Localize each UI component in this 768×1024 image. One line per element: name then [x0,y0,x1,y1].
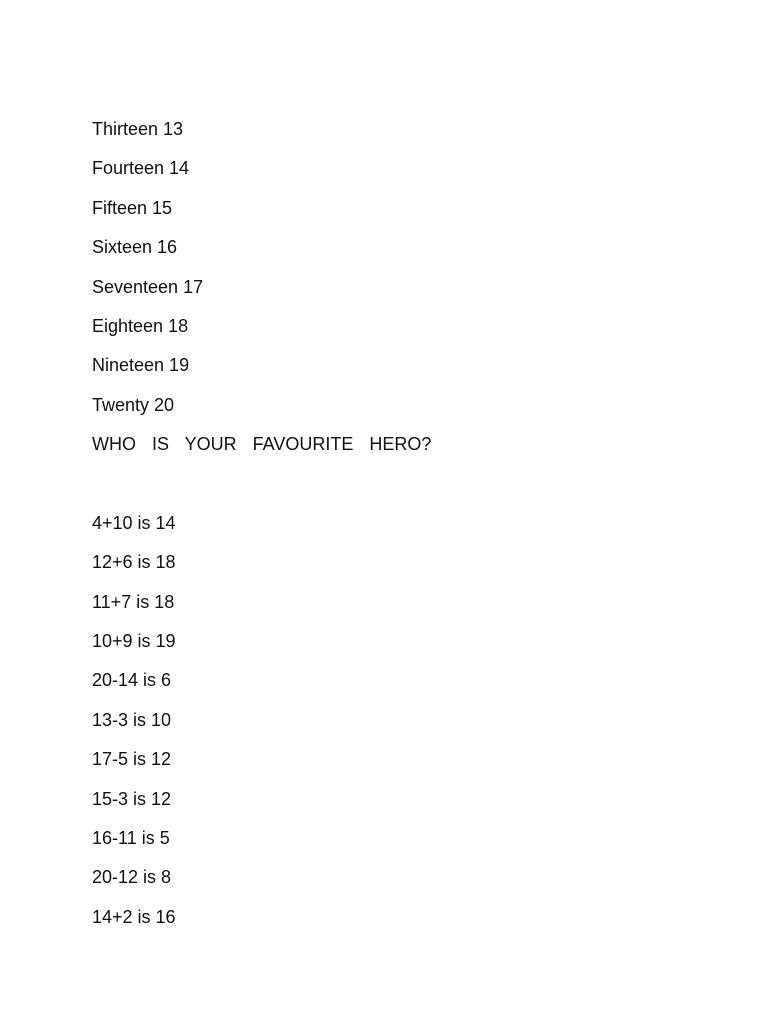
sum-line: 12+6 is 18 [92,552,176,573]
number-word-line: Sixteen 16 [92,237,178,258]
number-word-line: Seventeen 17 [92,276,204,297]
question-heading: WHO IS YOUR FAVOURITE HERO? [92,434,432,455]
sum-line: 20-12 is 8 [92,867,172,888]
sum-line: 15-3 is 12 [92,788,172,809]
sum-line: 4+10 is 14 [92,512,176,533]
blank-line [92,473,712,495]
sum-line: 20-14 is 6 [92,670,172,691]
number-word-line: Nineteen 19 [92,355,190,376]
number-word-line: Fifteen 15 [92,197,173,218]
sum-line: 17-5 is 12 [92,749,172,770]
sum-line: 13-3 is 10 [92,709,172,730]
number-word-line: Twenty 20 [92,394,175,415]
sum-line: 16-11 is 5 [92,828,170,849]
number-word-line: Thirteen 13 [92,119,184,139]
number-word-line: Eighteen 18 [92,315,189,336]
document-page [92,118,712,945]
number-word-line: Fourteen 14 [92,158,190,179]
sum-line: 11+7 is 18 [92,591,175,612]
sum-line: 14+2 is 16 [92,906,176,927]
sum-line: 10+9 is 19 [92,631,176,652]
